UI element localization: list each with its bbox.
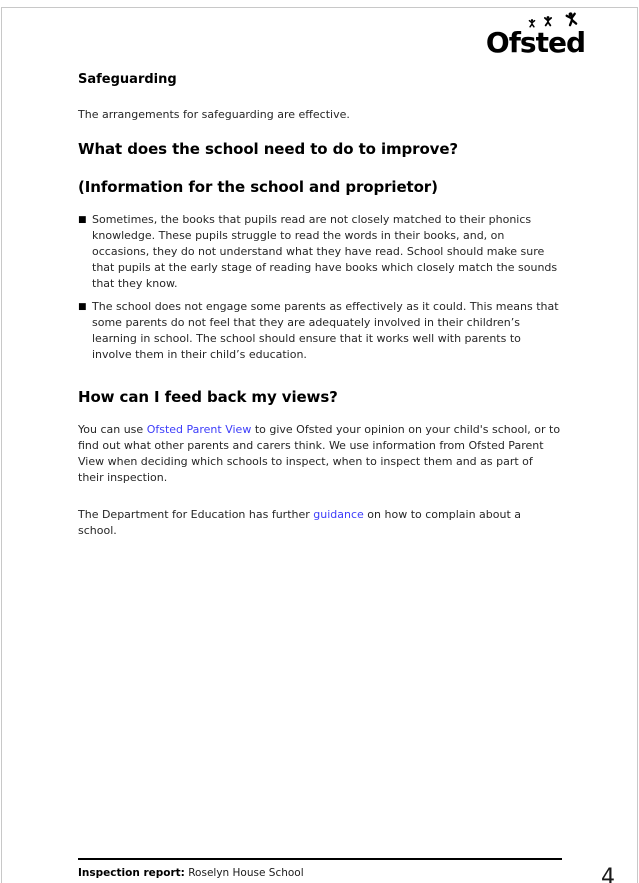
footer-divider	[78, 858, 562, 860]
parent-view-link[interactable]: Ofsted Parent View	[146, 423, 252, 436]
safeguarding-body: The arrangements for safeguarding are effective.	[78, 108, 350, 121]
document-content	[78, 72, 561, 539]
footer-school-name: Roselyn House School	[184, 867, 304, 879]
feedback-paragraph-2	[78, 507, 561, 539]
feedback-paragraph-1	[78, 422, 561, 486]
ofsted-logo	[485, 9, 585, 59]
feedback-p1-post: to give Ofsted your opinion on your child's school, or to find out what other parents and carers think. We use information from Ofsted Parent View when deciding which schools to inspect, when to inspect them and as part of their inspection.	[78, 423, 561, 484]
list-item	[78, 299, 561, 363]
feedback-p1-pre: You can use	[78, 423, 147, 436]
footer-report-label: Inspection report:	[78, 867, 185, 879]
page-number: 4	[601, 865, 615, 883]
square-bullet-icon: ■	[78, 302, 87, 312]
ofsted-logo-text: Ofsted	[485, 26, 585, 59]
square-bullet-icon: ■	[78, 215, 87, 225]
feedback-p2-pre: The Department for Education has further	[78, 508, 314, 521]
footer-report-title	[78, 866, 304, 880]
info-heading: (Information for the school and proprietor)	[78, 178, 438, 196]
list-item	[78, 212, 561, 292]
improve-heading: What does the school need to do to improve?	[78, 140, 459, 158]
safeguarding-heading: Safeguarding	[78, 72, 177, 87]
bullet-text-phonics: Sometimes, the books that pupils read are not closely matched to their phonics knowledge. These pupils struggle to read the words in their books, and, on occasions, they do not understand what they have read. School should make sure that pupils at the early stage of reading have books which closely match the sounds that they know.	[92, 213, 558, 290]
bullet-text-parents: The school does not engage some parents as effectively as it could. This means that some parents do not feel that they are adequately involved in their children’s learning in school. The school should ensure that it works well with parents to involve them in their child’s education.	[92, 300, 559, 361]
guidance-link[interactable]: guidance	[313, 508, 364, 521]
feedback-p2-post: on how to complain about a school.	[78, 508, 522, 537]
improvement-bullet-list	[78, 212, 561, 363]
feedback-heading: How can I feed back my views?	[78, 388, 338, 406]
